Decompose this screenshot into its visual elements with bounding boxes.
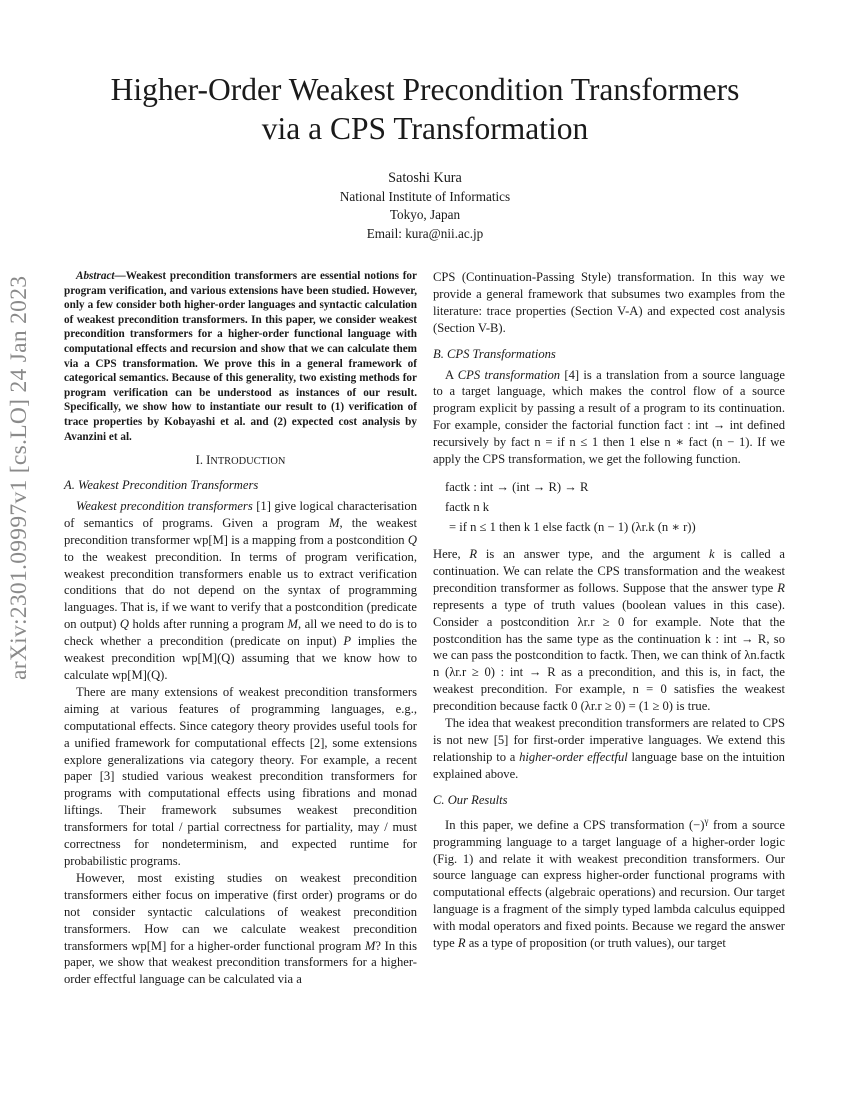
author-affiliation: National Institute of Informatics xyxy=(339,188,511,204)
author-location: Tokyo, Japan xyxy=(389,207,461,222)
abstract-label: Abstract xyxy=(76,270,115,282)
subsection-heading-c: C. Our Results xyxy=(433,792,508,807)
subsection-heading-b: B. CPS Transformations xyxy=(433,346,556,361)
equation-factk xyxy=(445,477,785,537)
paragraph-b2: Here, R is an answer type, and the argument k is called a continuation. We can relate the CPS transformation and the weakest precondition transformer as follows. Suppose that the answer type R represents a type of truth values (boolean values in this case). Consider a postcondition λr.r ≥ 0 for example. Note that the postcondition has the same type as the continuation k : int → R, so we can pass the postcondition to factk. Then, we can think of λn.factk n (λr.r ≥ 0) : int → R as a precondition, and this is, in fact, the weakest precondition. For example, n = 0 satisfies the weakest precondition because factk 0 (λr.r ≥ 0) = (1 ≥ 0) is true. xyxy=(433,546,786,714)
author-email: Email: kura@nii.ac.jp xyxy=(366,225,484,241)
paper-title xyxy=(60,70,790,148)
equation-line-2: factk n k xyxy=(445,499,490,514)
title-line-1: Higher-Order Weakest Precondition Transformers xyxy=(110,72,740,107)
paragraph-b1: A CPS transformation [4] is a translation from a source language to a target language, which makes the control flow of a source program explicit by passing a result of a program to its continuation. For example, consider the factorial function fact : int → int defined recursively by fact n = if n ≤ 1 then 1 else n ∗ fact (n − 1). If we apply the CPS transformation, we get the following function. xyxy=(433,367,785,467)
abstract-text: —Weakest precondition transformers are essential notions for program verification, and various extensions have been studied. However, only a few consider both higher-order languages and syntactic calculation of weakest precondition transformers. In this paper, we consider weakest precondition transformers for a higher-order functional language with computational effects and recursion and show that we can calculate them via a CPS transformation. We prove this in a general framework of categorical semantics. Because of this generality, two existing methods for program verification can be understood as instances of our result. Specifically, we show how to instantiate our result to (1) verification of trace properties by Kobayashi et al. and (2) expected cost analysis by Avanzini et al. xyxy=(64,270,417,443)
paragraph-r1: CPS (Continuation-Passing Style) transformation. In this way we provide a general framework that subsumes two examples from the literature: trace properties (Section V-A) and expected cost analysis (Section V-B). xyxy=(433,270,785,335)
abstract xyxy=(64,269,417,444)
section-heading-introduction: I. INTRODUCTION xyxy=(195,453,286,468)
equation-line-3: = if n ≤ 1 then k 1 else factk (n − 1) (λr.k (n ∗ r)) xyxy=(449,519,696,534)
paragraph-a3: However, most existing studies on weakest precondition transformers either focus on imperative (first order) programs or do not consider syntactic calculations of weakest precondition transformers. How can we calculate weakest precondition transformers wp[M] for a higher-order functional program M? In this paper, we show that weakest precondition transformers for a higher-order effectful language can be calculated via a xyxy=(64,870,418,987)
equation-line-1: factk : int → (int → R) → R xyxy=(445,479,589,494)
left-column xyxy=(64,269,417,988)
arxiv-sidebar-id: arXiv:2301.09997v1 [cs.LO] 24 Jan 2023 xyxy=(6,275,32,680)
paragraph-a1: Weakest precondition transformers [1] give logical characterisation of semantics of programs. Given a program M, the weakest precondition transformer wp[M] is a mapping from a postcondition Q to the weakest precondition. In terms of program verification, weakest precondition transformers enable us to extract verification conditions that do not depend on the syntax of programming languages. That is, if we want to verify that a postcondition (predicate on output) Q holds after running a program M, all we need to do is to check whether a precondition (predicate on input) P implies the weakest precondition wp[M](Q) assuming that we know how to calculate wp[M](Q). xyxy=(64,498,418,682)
author-name: Satoshi Kura xyxy=(388,170,462,186)
author-block xyxy=(225,169,625,243)
paragraph-b3: The idea that weakest precondition transformers are related to CPS is not new [5] for first-order imperative languages. We extend this relationship to a higher-order effectful language base on the intuition explained above. xyxy=(433,716,785,781)
title-line-2: via a CPS Transformation xyxy=(261,111,589,146)
subsection-heading-a: A. Weakest Precondition Transformers xyxy=(64,478,259,493)
right-column xyxy=(433,269,785,952)
paragraph-c1: In this paper, we define a CPS transformation $(-)^\gamma$ from a source programming language to a target language of a higher-order logic (Fig. 1) and relate it with weakest precondition transformers. Our source language can express higher-order functional programs with computational effects (algebraic operations) and recursion. Our target language is a fragment of the simply typed lambda calculus equipped with modal operators and fixed points. Because we regard the answer type R as a type of proposition (or truth values), our target xyxy=(433,815,785,951)
paragraph-a2: There are many extensions of weakest precondition transformers aiming at various features of programming languages, e.g., computational effects. Since category theory provides useful tools for a unified framework for computational effects [2], some extensions explore generalizations via category theory. For example, a recent paper [3] studied various weakest precondition transformers for programs with computational effects using fibrations and monad liftings. Their framework subsumes weakest precondition transformers for total / partial correctness for partiality, may / must correctness for nondeterminism, and expected runtime for probabilistic programs. xyxy=(64,684,417,868)
